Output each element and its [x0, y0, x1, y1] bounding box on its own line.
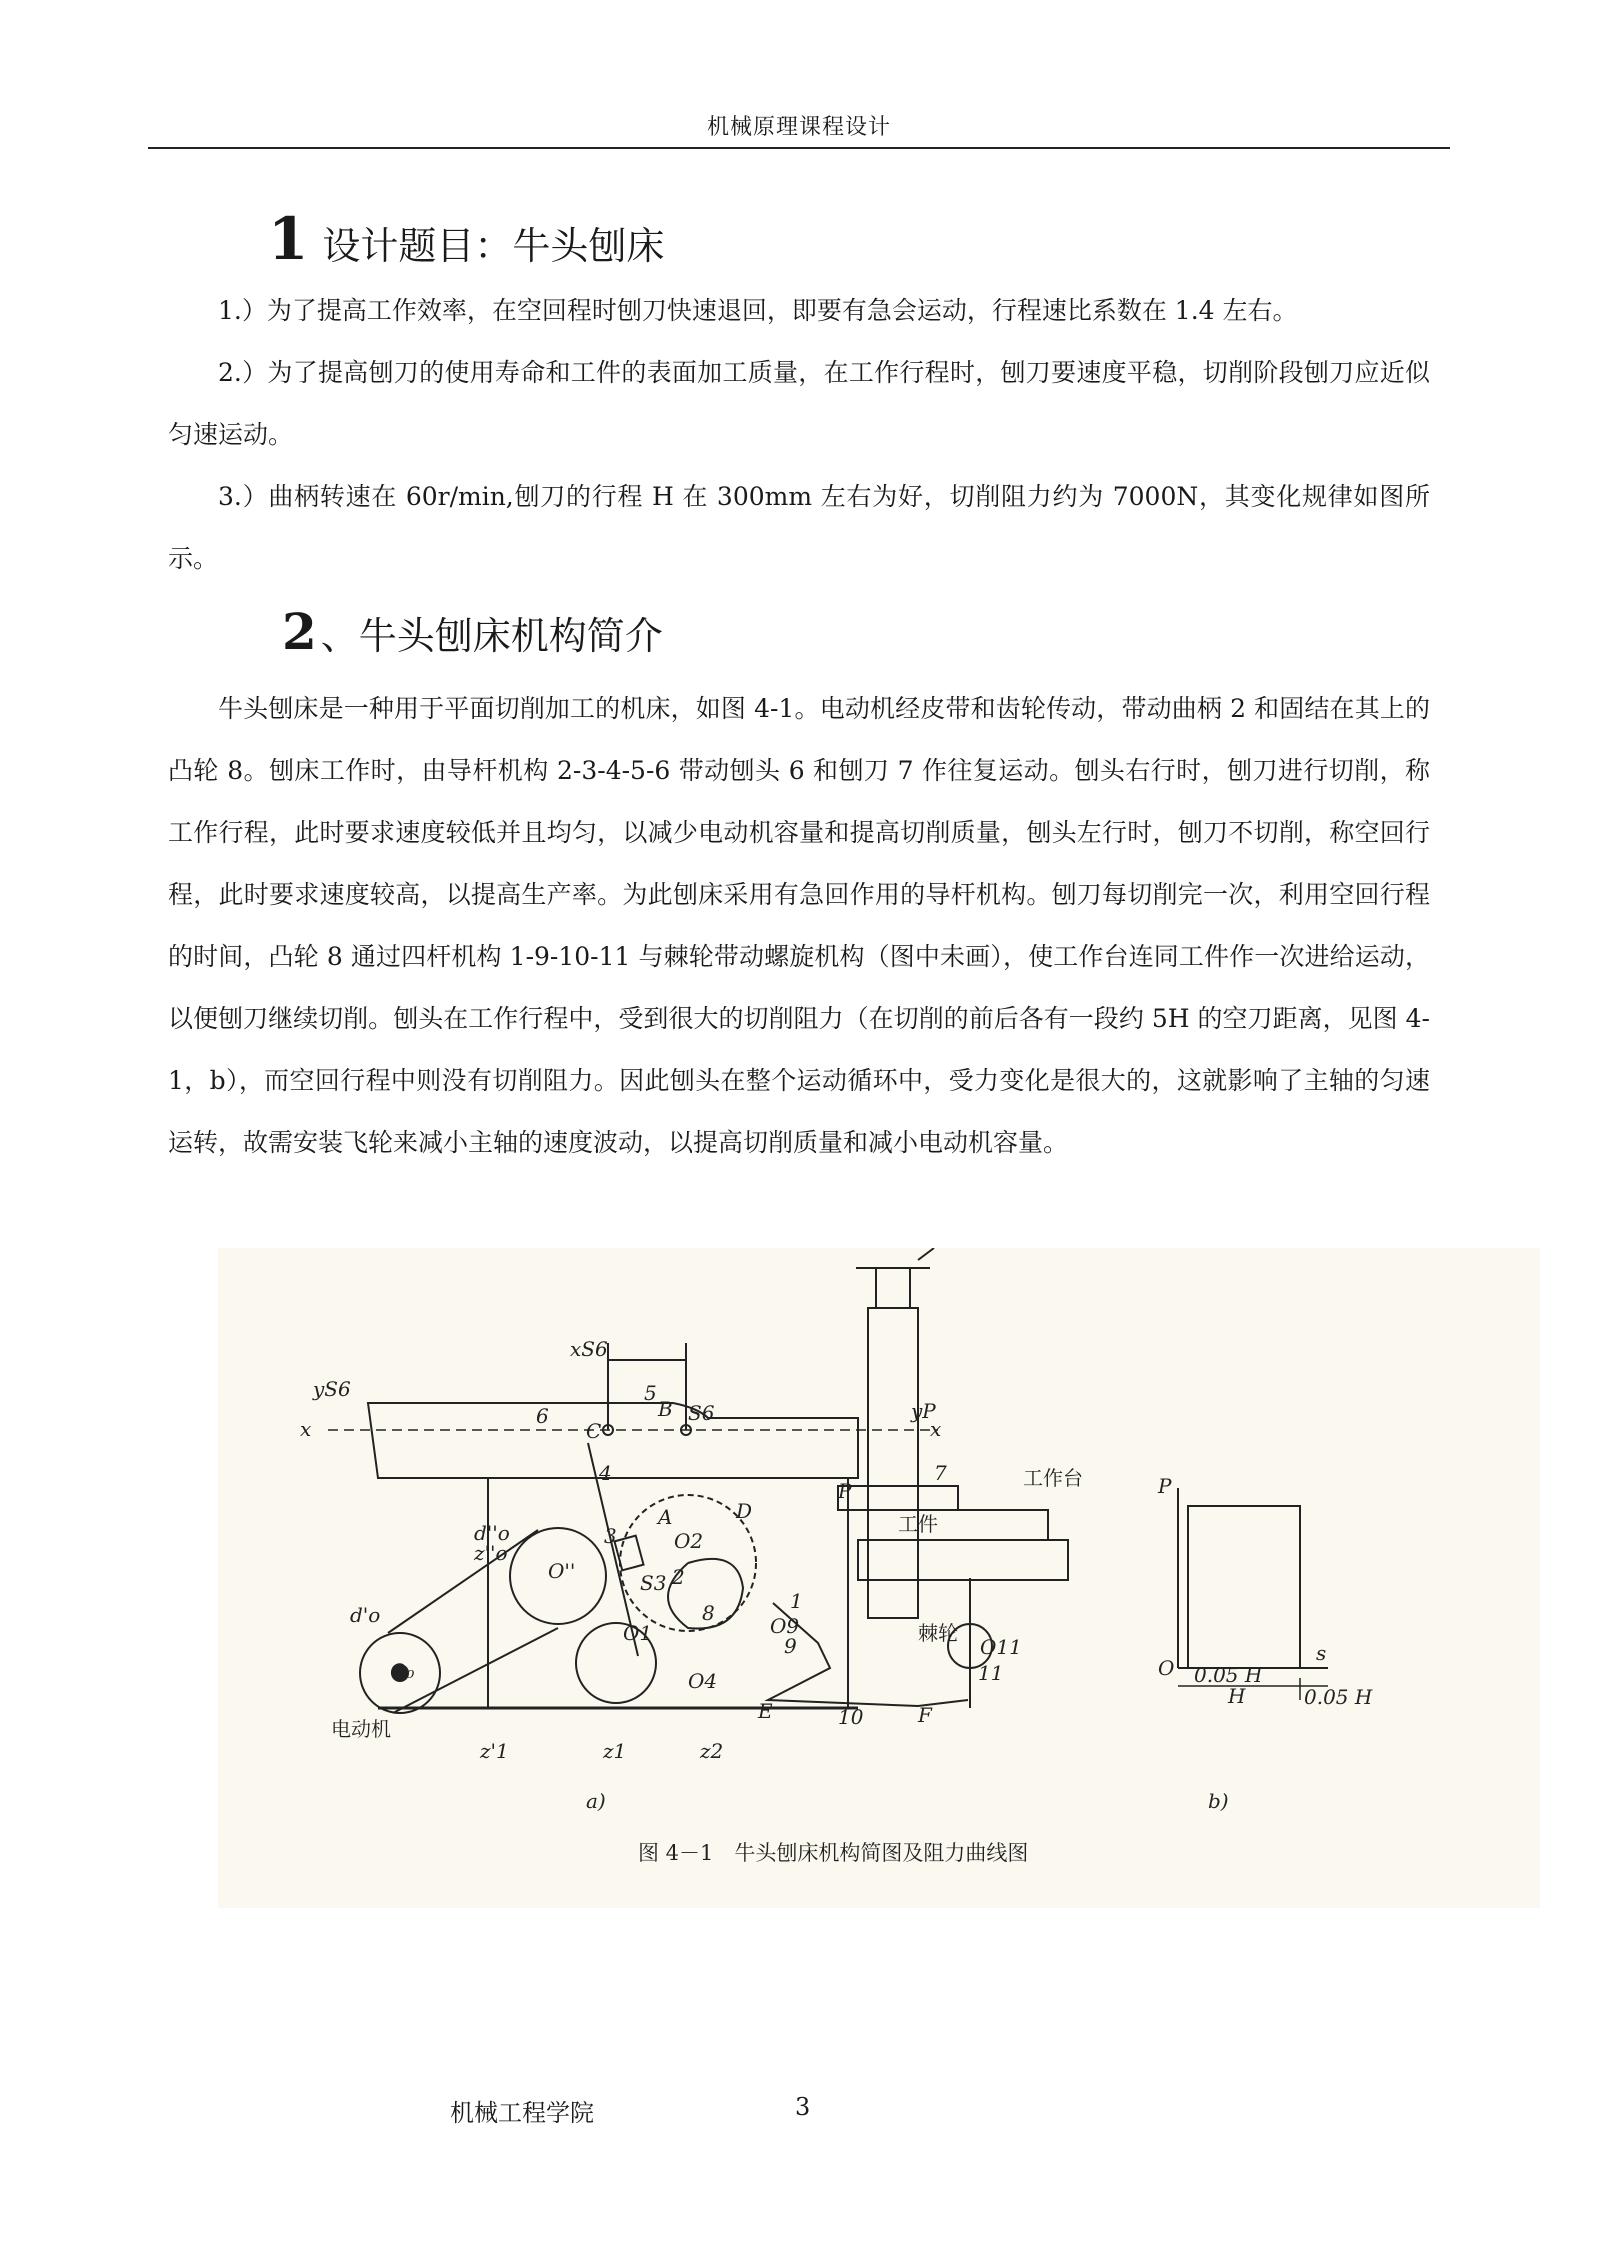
chart-left-gap: 0.05 H: [1194, 1663, 1263, 1687]
label-yp: yP: [911, 1399, 936, 1423]
label-8: 8: [702, 1601, 715, 1625]
slider-3: [614, 1536, 643, 1571]
label-Oo: O₀: [390, 1659, 415, 1683]
label-ys6: yS6: [313, 1377, 351, 1401]
label-motor: 电动机: [331, 1717, 391, 1741]
section-2-heading: [282, 602, 663, 661]
label-3: 3: [604, 1524, 617, 1548]
belt: [388, 1530, 558, 1713]
label-S6: S6: [688, 1401, 715, 1425]
label-O4: O4: [688, 1669, 718, 1693]
label-F: F: [918, 1703, 932, 1727]
figure-4-1: [218, 1248, 1540, 1908]
label-C: C: [586, 1419, 602, 1443]
ram: [368, 1403, 858, 1478]
chart-stroke: H: [1228, 1684, 1246, 1708]
label-4: 4: [599, 1461, 612, 1485]
sub-caption-b: b): [1208, 1789, 1229, 1813]
chart-right-gap: 0.05 H: [1304, 1685, 1373, 1709]
section-1-number: 1: [268, 205, 309, 273]
sub-caption-a: a): [586, 1789, 606, 1813]
label-z1p: z'1: [480, 1739, 509, 1763]
label-10: 10: [838, 1705, 864, 1729]
label-Opp: O'': [548, 1559, 576, 1583]
label-S3: S3: [640, 1571, 667, 1595]
header-rule: [148, 147, 1450, 149]
label-ratchet: 棘轮: [918, 1621, 958, 1645]
column-top: [876, 1268, 910, 1308]
label-do2: d''o: [474, 1521, 510, 1545]
figure-caption: 图 4－1 牛头刨床机构简图及阻力曲线图: [638, 1841, 1029, 1865]
label-E: E: [758, 1699, 773, 1723]
label-z2: z2: [700, 1739, 724, 1763]
label-do1: d'o: [350, 1603, 381, 1627]
label-11: 11: [978, 1661, 1004, 1685]
column: [868, 1308, 918, 1618]
label-B: B: [658, 1397, 673, 1421]
label-xs6: xS6: [570, 1337, 608, 1361]
page-number: 3: [795, 2093, 811, 2121]
label-7: 7: [934, 1461, 947, 1485]
label-O1: O1: [623, 1621, 653, 1645]
resistance-curve: [1188, 1506, 1300, 1668]
section-2-body: 牛头刨床是一种用于平面切削加工的机床，如图 4-1。电动机经皮带和齿轮传动，带动曲柄 2 和固结在其上的凸轮 8。刨床工作时，由导杆机构 2-3-4-5-6 带动刨头 6 和刨刀 7 作往复运动。刨头右行时，刨刀进行切削，称工作行程，此时要求速度较低并且均匀，以减少电动机容量和提高切削质量，刨头左行时，刨刀不切削，称空回行程，此时要求速度较高，以提高生产率。为此刨床采用有急回作用的导杆机构。刨刀每切削完一次，利用空回行程的时间，凸轮 8 通过四杆机构 1-9-10-11 与棘轮带动螺旋机构（图中未画），使工作台连同工件作一次进给运动，以便刨刀继续切削。刨头在工作行程中，受到很大的切削阻力（在切削的前后各有一段约 5H 的空刀距离，见图 4-1，b），而空回行程中则没有切削阻力。因此刨头在整个运动循环中，受力变化是很大的，这就影响了主轴的匀速运转，故需安装飞轮来减小主轴的速度波动，以提高切削质量和减小电动机容量。: [168, 694, 1430, 1157]
label-workpiece: 工件: [898, 1512, 938, 1536]
mechanism-diagram: [218, 1248, 1540, 1908]
handwheel: [856, 1248, 934, 1268]
label-1: 1: [790, 1589, 803, 1613]
label-O2: O2: [674, 1529, 704, 1553]
label-5: 5: [644, 1381, 657, 1405]
chart-s-label: s: [1316, 1641, 1327, 1665]
footer-school: 机械工程学院: [450, 2099, 594, 2127]
chart-origin: O: [1158, 1656, 1175, 1680]
label-zo2: z''o: [474, 1541, 508, 1565]
label-O9: O9: [770, 1614, 800, 1638]
item-2: 2.）为了提高刨刀的使用寿命和工件的表面加工质量，在工作行程时，刨刀要速度平稳，切削阶段刨刀应近似匀速运动。: [168, 358, 1430, 449]
label-z1: z1: [603, 1739, 627, 1763]
label-P: P: [838, 1479, 852, 1503]
chart-P-label: P: [1158, 1474, 1172, 1498]
header-title: 机械原理课程设计: [706, 115, 891, 140]
label-6: 6: [536, 1404, 549, 1428]
label-O11: O11: [980, 1635, 1022, 1659]
label-x-right: x: [930, 1417, 942, 1441]
label-worktable: 工作台: [1023, 1466, 1083, 1490]
section-2-title: 、牛头刨床机构简介: [320, 614, 663, 658]
label-A: A: [658, 1505, 673, 1529]
label-D: D: [736, 1499, 753, 1523]
section-1-title: 设计题目：牛头刨床: [322, 224, 665, 268]
item-3: 3.）曲柄转速在 60r/min,刨刀的行程 H 在 300mm 左右为好，切削阻力约为 7000N，其变化规律如图所示。: [168, 482, 1430, 573]
label-9: 9: [784, 1634, 797, 1658]
section-2-number: 2: [282, 602, 317, 661]
label-x-left: x: [300, 1417, 312, 1441]
section-1-heading: [268, 205, 664, 273]
item-1: 1.）为了提高工作效率，在空回程时刨刀快速退回，即要有急会运动，行程速比系数在 1.4 左右。: [218, 296, 1298, 325]
label-2: 2: [672, 1565, 685, 1589]
